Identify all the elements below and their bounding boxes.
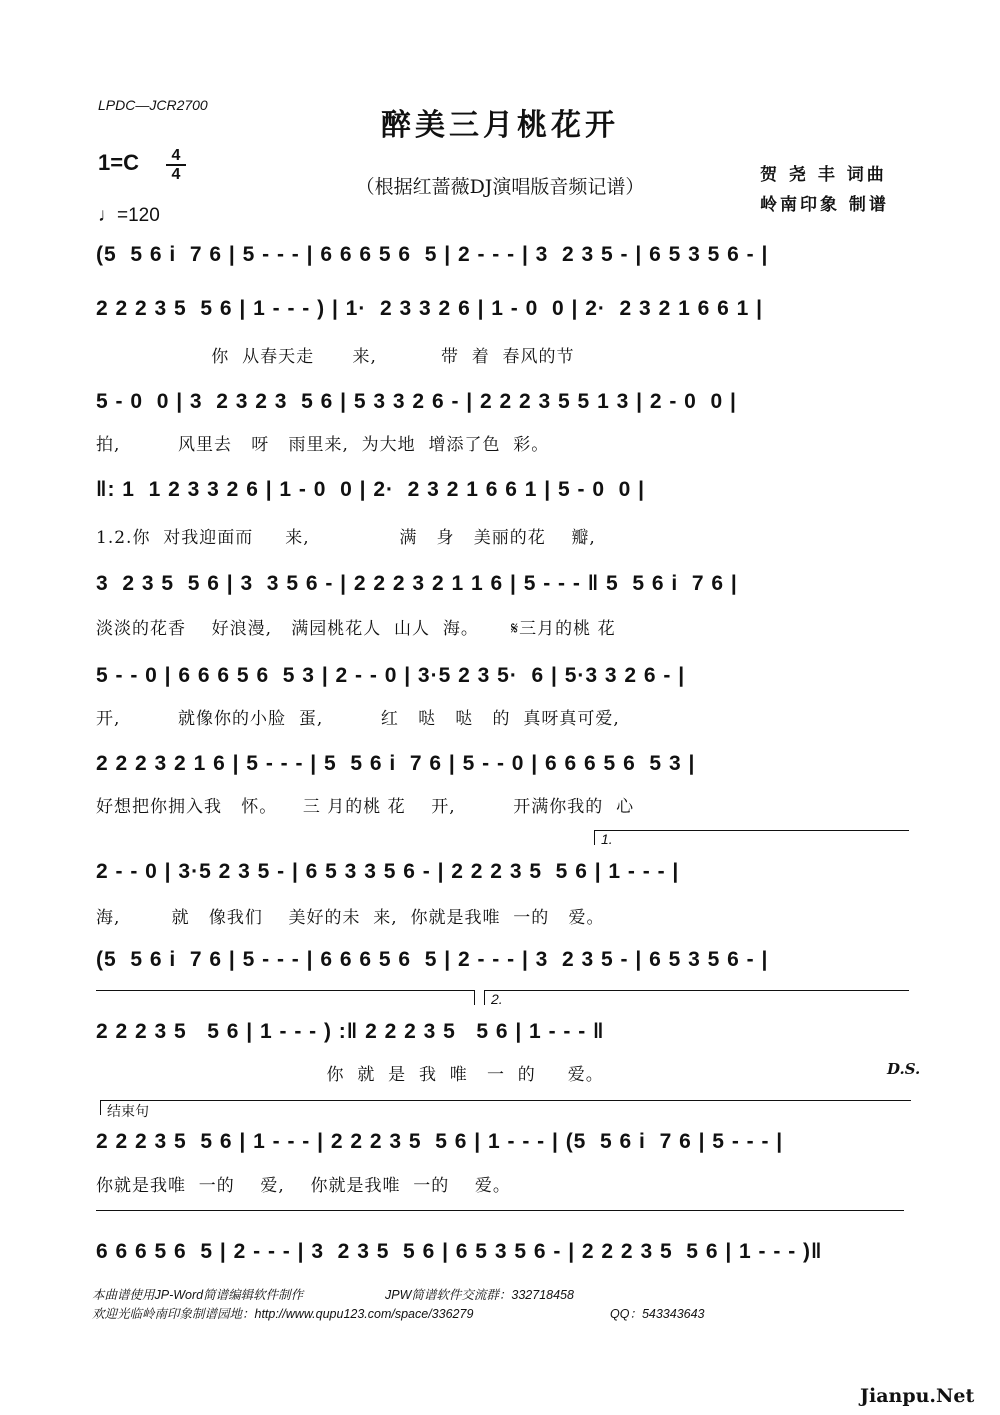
system-6-lyrics: 开, 就像你的小脸 蛋, 红 哒 哒 的 真呀真可爱, xyxy=(96,709,620,729)
system-6-notes: 5 - - 0 | 6 6 6 5 6 5 3 | 2 - - 0 | 3·5 2 3 5· 6 | 5·3 3 2 6 - | xyxy=(96,664,908,689)
volta-bracket-1: 1. xyxy=(594,830,909,845)
system-5-notes: 3 2 3 5 5 6 | 3 3 5 6 - | 2 2 2 3 2 1 1 6 | 5 - - - ‖ 5 5 6 i 7 6 | xyxy=(96,572,908,597)
time-signature xyxy=(166,148,186,182)
coda-bracket: 结束句 xyxy=(100,1100,911,1115)
system-7-notes: 2 2 2 3 2 1 6 | 5 - - - | 5 5 6 i 7 6 | 5 - - 0 | 6 6 6 5 6 5 3 | xyxy=(96,752,908,777)
song-subtitle: （根据红蔷薇DJ演唱版音频记谱） xyxy=(355,176,645,198)
dal-segno-mark: D.S. xyxy=(887,1060,921,1078)
footer-qq: QQ：543343643 xyxy=(610,1307,705,1321)
system-3-notes: 5 - 0 0 | 3 2 3 2 3 5 6 | 5 3 3 2 6 - | 2 2 2 3 5 5 1 3 | 2 - 0 0 | xyxy=(96,390,908,415)
song-title: 醉美三月桃花开 xyxy=(381,108,619,143)
system-3-lyrics: 拍, 风里去 呀 雨里来, 为大地 增添了色 彩。 xyxy=(96,435,550,455)
system-4-notes: ‖: 1 1 2 3 3 2 6 | 1 - 0 0 | 2· 2 3 2 1 6 6 1 | 5 - 0 0 | xyxy=(96,478,908,503)
time-signature-top: 4 xyxy=(171,147,181,164)
key-signature: 1=C xyxy=(98,150,139,175)
time-signature-bottom: 4 xyxy=(171,166,181,183)
footer-group-note: JPW简谱软件交流群：332718458 xyxy=(385,1288,574,1302)
site-watermark: Jianpu.Net xyxy=(860,1385,975,1407)
system-12-notes: 6 6 6 5 6 5 | 2 - - - | 3 2 3 5 5 6 | 6 5 3 5 6 - | 2 2 2 3 5 5 6 | 1 - - - )‖ xyxy=(96,1240,908,1265)
tempo-marking: ♩=120 xyxy=(98,205,160,226)
system-4-lyrics: 1.2.你 对我迎面而 来, 满 身 美丽的花 瓣, xyxy=(96,528,596,548)
system-5-lyrics: 淡淡的花香 好浪漫, 满园桃花人 山人 海。 𝄋三月的桃 花 xyxy=(96,619,616,639)
composer-credit: 贺 尧 丰 词曲 xyxy=(760,165,887,185)
score-code: LPDC—JCR2700 xyxy=(98,97,208,113)
system-8-lyrics: 海, 就 像我们 美好的未 来, 你就是我唯 一的 爱。 xyxy=(96,908,605,928)
system-8-notes: 2 - - 0 | 3·5 2 3 5 - | 6 5 3 3 5 6 - | 2 2 2 3 5 5 6 | 1 - - - | xyxy=(96,860,908,885)
system-7-lyrics: 好想把你拥入我 怀。 三 月的桃 花 开, 开满你我的 心 xyxy=(96,797,635,817)
system-1-notes: (5 5 6 i 7 6 | 5 - - - | 6 6 6 5 6 5 | 2 - - - | 3 2 3 5 - | 6 5 3 5 6 - | xyxy=(96,243,908,268)
arranger-credit: 岭南印象 制谱 xyxy=(760,195,889,215)
system-2-lyrics: 你 从春天走 来, 带 着 春风的节 xyxy=(96,347,575,367)
footer-software-note: 本曲谱使用JP-Word简谱编辑软件制作 xyxy=(92,1288,304,1302)
system-11-lyrics: 你就是我唯 一的 爱, 你就是我唯 一的 爱。 xyxy=(96,1176,511,1196)
final-system-bracket xyxy=(96,1210,904,1211)
volta-bracket-2: 2. xyxy=(484,990,909,1005)
system-2-notes: 2 2 2 3 5 5 6 | 1 - - - ) | 1· 2 3 3 2 6 | 1 - 0 0 | 2· 2 3 2 1 6 6 1 | xyxy=(96,297,908,322)
system-10-notes: 2 2 2 3 5 5 6 | 1 - - - ) :‖ 2 2 2 3 5 5 6 | 1 - - - ‖ xyxy=(96,1020,908,1045)
footer-website-link[interactable]: 欢迎光临岭南印象制谱园地：http://www.qupu123.com/space/336279 xyxy=(92,1307,474,1321)
system-10-lyrics: 你 就 是 我 唯 一 的 爱。 xyxy=(96,1065,604,1085)
system-11-notes: 2 2 2 3 5 5 6 | 1 - - - | 2 2 2 3 5 5 6 | 1 - - - | (5 5 6 i 7 6 | 5 - - - | xyxy=(96,1130,908,1155)
volta-bracket-1-continued xyxy=(96,990,475,1005)
system-9-notes: (5 5 6 i 7 6 | 5 - - - | 6 6 6 5 6 5 | 2 - - - | 3 2 3 5 - | 6 5 3 5 6 - | xyxy=(96,948,908,973)
